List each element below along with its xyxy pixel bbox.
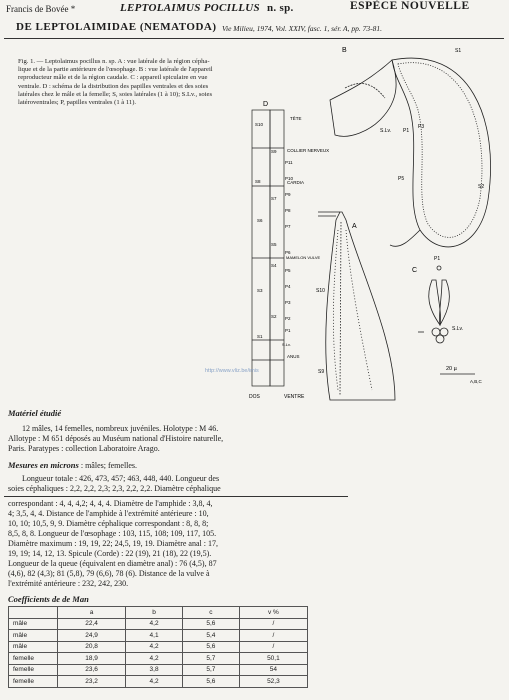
table-cell: 4,1 [126, 630, 183, 642]
mesures-line: Longueur totale : 426, 473, 457; 463, 448, 440. Longueur des [22, 474, 220, 483]
d-s5: S5 [271, 242, 277, 247]
table-header-cell: a [58, 607, 126, 619]
d-collier: COLLIER NERVEUX [287, 148, 330, 153]
table-cell: 3,8 [126, 664, 183, 676]
d-p5: P5 [285, 268, 291, 273]
caption-line: latéroventrales; P, papilles ventrales (1 à 11). [18, 99, 137, 107]
author-name: Francis de Bovée * [6, 4, 76, 14]
table-cell: 50,1 [239, 653, 307, 665]
table-cell: 4,2 [126, 641, 183, 653]
table-row [9, 676, 308, 688]
d-p9: P9 [285, 192, 291, 197]
table-header-cell: c [182, 607, 239, 619]
table-row [9, 641, 308, 653]
article-title [120, 2, 294, 14]
mesures-line: 10, 10; 10,5, 9, 9. Diamètre céphalique correspondant : 8, 8, 8; [8, 519, 209, 528]
d-s2: S2 [271, 314, 277, 319]
panel-b-worm [330, 58, 491, 247]
d-s6: S6 [257, 218, 263, 223]
table-cell: 4,2 [126, 676, 183, 688]
label-b-slv: S.Lv. [380, 128, 392, 134]
table-cell: / [239, 618, 307, 630]
mesures-line: Diamètre maximum : 19, 19, 22; 24,5, 19, 19. Diamètre anal : 17, [8, 539, 218, 548]
table-cell: 52,3 [239, 676, 307, 688]
table-cell: 5,4 [182, 630, 239, 642]
d-p8: P8 [285, 208, 291, 213]
d-s8: S8 [255, 179, 261, 184]
d-anus: ANUS [287, 354, 300, 359]
table-cell: 22,4 [58, 618, 126, 630]
ns-label: n. sp. [267, 2, 294, 14]
scale-sublabel: A,B,C [470, 379, 482, 384]
table-row [9, 618, 308, 630]
caption-line: Fig. 1. — Leptolaimus pocillus n. sp. A : vue latérale de la région cépha- [18, 58, 210, 65]
mesures-line: soies céphaliques : 2,2, 2,2, 2,3; 2,3, 2,2, 2,2. Diamètre céphalique [8, 484, 221, 493]
journal-reference: Vie Milieu, 1974, Vol. XXIV, fasc. 1, sér. A, pp. 73-81. [222, 24, 382, 33]
panel-a-head [318, 212, 395, 400]
d-p2: P2 [285, 316, 291, 321]
mesures-line: 4; 3,5, 4, 4. Distance de l'amphide à l'extrémité antérieure : 10, [8, 509, 209, 518]
d-p10: P10 [285, 176, 294, 181]
table-cell: mâle [9, 630, 58, 642]
table-header-row [9, 607, 308, 619]
label-b-s2: S2 [478, 184, 485, 190]
materiel-line: Paris. Paratypes : collection Laboratoire Arago. [8, 444, 160, 453]
materiel-line: Allotype : M 651 déposés au Muséum national d'Histoire naturelle, [8, 434, 224, 443]
caption-line: reproducteur mâle et de la région caudale. C : appareil spiculaire en vue [18, 74, 208, 82]
table-cell: femelle [9, 676, 58, 688]
watermark-url: http://www.vliz.be/imis [205, 368, 259, 374]
table-cell: 5,6 [182, 641, 239, 653]
table-cell: femelle [9, 653, 58, 665]
header-rule [4, 38, 504, 39]
table-cell: 24,9 [58, 630, 126, 642]
table-header-cell: v % [239, 607, 307, 619]
materiel-text [8, 424, 338, 454]
d-s10: S10 [255, 122, 264, 127]
d-p3: P3 [285, 300, 291, 305]
d-p7: P7 [285, 224, 291, 229]
table-cell: 23,6 [58, 664, 126, 676]
d-s9: S9 [271, 149, 277, 154]
mesures-line: correspondant : 4, 4, 4,2; 4, 4, 4. Diamètre de l'amphide : 3,8, 4, [8, 499, 213, 508]
panel-label-b: B [342, 47, 347, 54]
mesures-line: (4,6), 82 (4,3); 81 (5,8), 79 (6,6), 78 (6). Distance de la vulve à [8, 569, 210, 578]
materiel-line: 12 mâles, 14 femelles, nombreux juvéniles. Holotype : M 46. [22, 424, 219, 433]
table-cell: / [239, 641, 307, 653]
label-a-s10: S10 [316, 288, 325, 294]
article-title-right: ESPÈCE NOUVELLE [350, 0, 470, 12]
caption-line: ventrale. D : schéma de la distribution des papilles ventrales et des soies [18, 82, 209, 90]
panel-d-schema [252, 110, 284, 386]
panel-label-a: A [352, 223, 357, 230]
table-header-cell: b [126, 607, 183, 619]
d-ventre: VENTRE [284, 394, 305, 400]
label-b-s1: S1 [455, 48, 462, 54]
scale-label: 20 µ [446, 366, 457, 372]
d-p6: P6 [285, 250, 291, 255]
d-tete: TÊTE [290, 116, 302, 121]
table-row [9, 653, 308, 665]
table-cell: mâle [9, 618, 58, 630]
d-s3: S3 [257, 288, 263, 293]
table-cell: / [239, 630, 307, 642]
mesures-line: Longueur de la queue (équivalent en diamètre anal) : 76 (4,5), 87 [8, 559, 217, 568]
materiel-heading: Matériel étudié [8, 408, 62, 418]
caption-line: latérales chez le mâle et la femelle; S, soies latérales (1 à 10); S.Lv., soies [18, 90, 213, 98]
caption-line: lique et de la partie antérieure de l'œsophage. B : vue latérale de l'appareil [18, 66, 213, 74]
table-row [9, 630, 308, 642]
label-a-s9: S9 [318, 369, 325, 375]
panel-label-c: C [412, 267, 418, 274]
d-s1: S1 [257, 334, 263, 339]
label-c-slv: S.Lv. [452, 326, 464, 332]
table-cell: 5,6 [182, 618, 239, 630]
d-slv: S.Lv. [282, 342, 291, 347]
panel-label-d: D [263, 101, 269, 108]
table-cell: femelle [9, 664, 58, 676]
table-cell: 5,7 [182, 653, 239, 665]
article-subtitle: DE LEPTOLAIMIDAE (NEMATODA) [16, 21, 217, 33]
label-b-p5: P5 [398, 176, 405, 182]
d-dos: DOS [249, 394, 260, 400]
figure-drawing [0, 40, 509, 420]
table-row [9, 664, 308, 676]
panel-c-spicules [418, 266, 449, 343]
table-cell: 18,9 [58, 653, 126, 665]
label-b-p3: P3 [418, 124, 425, 130]
mesures-line: l'extrémité antérieure : 232, 242, 230. [8, 579, 129, 588]
table-cell: 54 [239, 664, 307, 676]
mesures-rule [4, 496, 348, 497]
mesures-line: 8,5, 8, 8. Longueur de l'œsophage : 103, 115, 108; 109, 117, 105. [8, 529, 217, 538]
d-s7: S7 [271, 196, 277, 201]
table-cell: 4,2 [126, 618, 183, 630]
d-p11: P11 [285, 160, 293, 165]
coefficients-heading: Coefficients de de Man [8, 594, 89, 604]
table-cell: mâle [9, 641, 58, 653]
table-cell: 4,2 [126, 653, 183, 665]
d-vulve: MAMELON VULVE [286, 255, 321, 260]
mesures-heading: Mesures en microns : mâles; femelles. [8, 460, 138, 470]
d-s4: S4 [271, 263, 277, 268]
mesures-text [8, 474, 348, 589]
d-cardia: CARDIA [287, 180, 305, 185]
d-p1: P1 [285, 328, 291, 333]
table-cell: 5,6 [182, 676, 239, 688]
label-c-p1: P1 [434, 256, 441, 262]
table-header-cell [9, 607, 58, 619]
label-b-p1: P1 [403, 128, 410, 134]
coefficients-table [8, 606, 308, 688]
mesures-line: 19, 19; 14, 12, 13. Spicule (Corde) : 22 (19), 21 (18), 22 (19,5). [8, 549, 212, 558]
table-cell: 20,8 [58, 641, 126, 653]
species-name: LEPTOLAIMUS POCILLUS [120, 2, 260, 14]
d-p4: P4 [285, 284, 291, 289]
table-cell: 23,2 [58, 676, 126, 688]
table-cell: 5,7 [182, 664, 239, 676]
